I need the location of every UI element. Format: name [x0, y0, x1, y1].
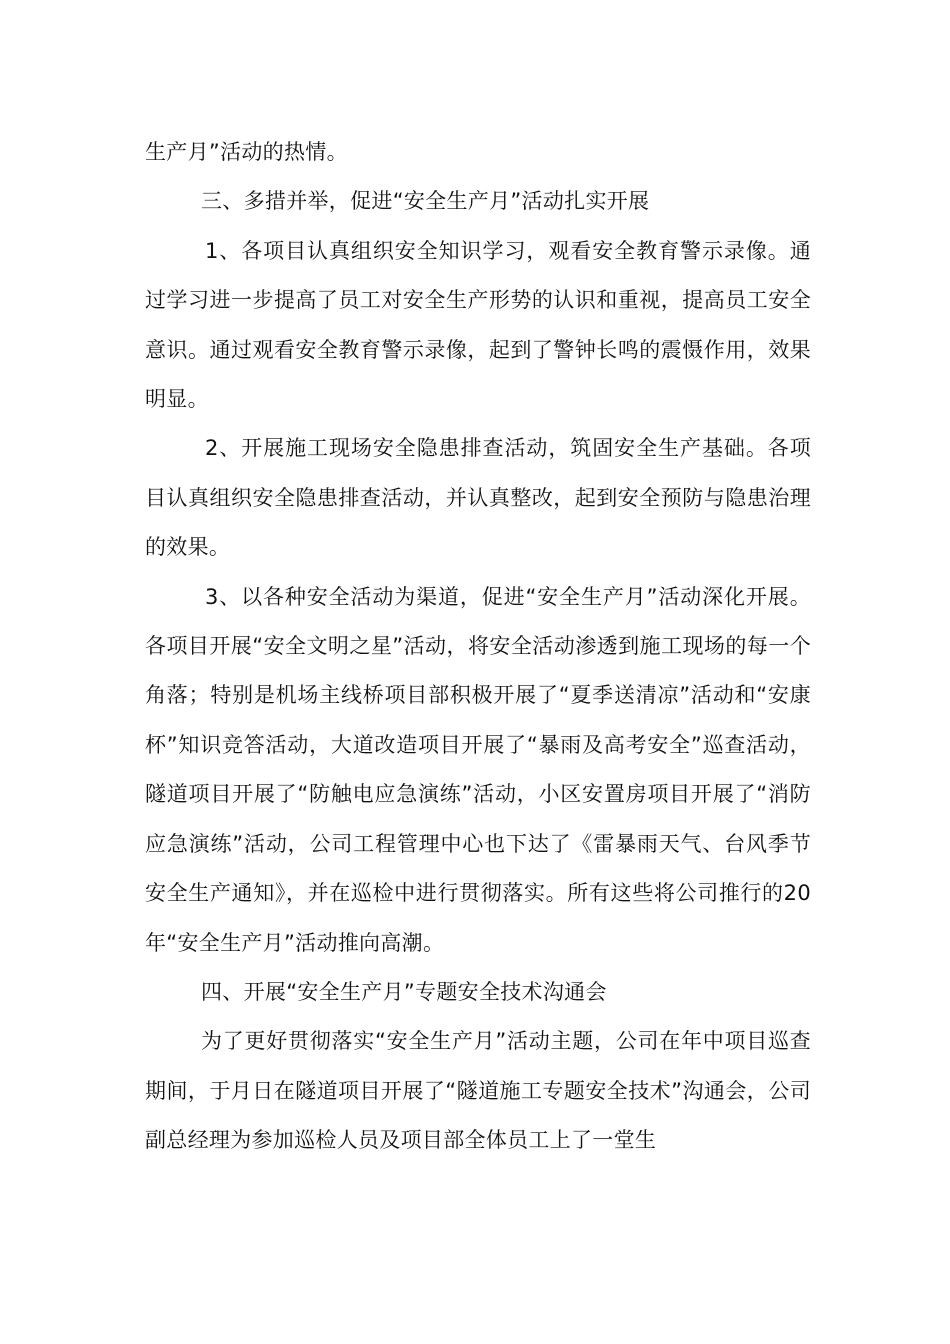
paragraph-continuation: 生产月”活动的热情。: [145, 140, 348, 164]
document-body: [145, 128, 811, 1166]
section-heading-3: 三、多措并举，促进“安全生产月”活动扎实开展: [201, 189, 650, 214]
section-heading-4: 四、开展“安全生产月”专题安全技术沟通会: [201, 979, 607, 1004]
paragraph-item-2: 2、开展施工现场安全隐患排查活动，筑固安全生产基础。各项目认真组织安全隐患排查活动，并认真整改，起到安全预防与隐患治理的效果。: [145, 436, 811, 560]
paragraph-item-3: 3、以各种安全活动为渠道，促进“安全生产月”活动深化开展。各项目开展“安全文明之星”活动，将安全活动渗透到施工现场的每一个角落；特别是机场主线桥项目部积极开展了“夏季送清凉”活动和“安康杯”知识竞答活动，大道改造项目开展了“暴雨及高考安全”巡查活动，隧道项目开展了“防触电应急演练”活动，小区安置房项目开展了“消防应急演练”活动，公司工程管理中心也下达了《雷暴雨天气、台风季节安全生产通知》，并在巡检中进行贯彻落实。所有这些将公司推行的20年“安全生产月”活动推向高潮。: [145, 584, 811, 955]
paragraph-item-1: 1、各项目认真组织安全知识学习，观看安全教育警示录像。通过学习进一步提高了员工对安全生产形势的认识和重视，提高员工安全意识。通过观看安全教育警示录像，起到了警钟长鸣的震慑作用，效果明显。: [145, 238, 811, 412]
paragraph-section-4-body: 为了更好贯彻落实“安全生产月”活动主题，公司在年中项目巡查期间，于月日在隧道项目开展了“隧道施工专题安全技术”沟通会，公司副总经理为参加巡检人员及项目部全体员工上了一堂生: [145, 1029, 811, 1153]
